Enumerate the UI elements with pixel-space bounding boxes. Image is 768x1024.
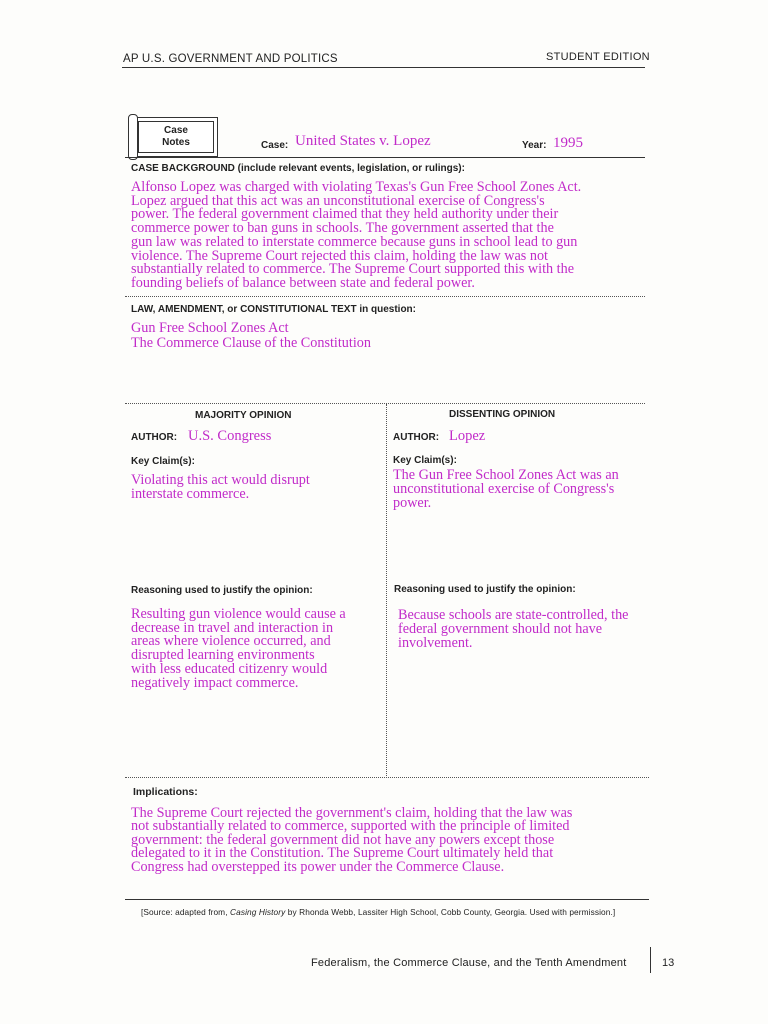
majority-author-label: AUTHOR: (131, 432, 178, 443)
case-notes-tab (130, 117, 218, 157)
background-divider (125, 296, 645, 297)
case-label: Case: (261, 140, 289, 151)
majority-title: MAJORITY OPINION (195, 410, 292, 421)
case-year: 1995 (553, 135, 583, 151)
dissenting-author-label: AUTHOR: (393, 432, 440, 443)
law-line: The Commerce Clause of the Constitution (131, 335, 371, 351)
page-number: 13 (662, 957, 675, 969)
majority-reasoning-line: Resulting gun violence would cause a (131, 606, 346, 622)
source-note-suffix: by Rhonda Webb, Lassiter High School, Cobb County, Georgia. Used with permission.] (285, 907, 616, 917)
majority-author: U.S. Congress (188, 428, 272, 444)
background-line: gun law was related to interstate commerce because guns in school lead to gun (131, 233, 578, 250)
header-edition: STUDENT EDITION (546, 51, 650, 63)
dissenting-title: DISSENTING OPINION (449, 409, 556, 420)
dissenting-reasoning-line: Because schools are state-controlled, the (398, 607, 629, 623)
background-line: founding beliefs of balance between state and federal power. (131, 274, 475, 291)
majority-claims-line: interstate commerce. (131, 485, 250, 502)
majority-claims (131, 474, 371, 501)
tab-pin-decoration (128, 114, 138, 160)
majority-claims-line: Violating this act would disrupt (131, 472, 310, 488)
dissenting-claims-label: Key Claim(s): (393, 455, 457, 466)
case-notes-tab-line-1: Case (164, 125, 188, 136)
dissenting-claims-line: unconstitutional exercise of Congress's (393, 480, 615, 497)
majority-reasoning (131, 608, 381, 690)
opinion-column-divider (386, 404, 387, 776)
background-heading: CASE BACKGROUND (include relevant events, legislation, or rulings): (131, 163, 465, 174)
law-text (131, 321, 371, 351)
source-note-title: Casing History (230, 907, 286, 917)
majority-reasoning-line: decrease in travel and interaction in (131, 619, 334, 636)
majority-reasoning-line: areas where violence occurred, and (131, 633, 331, 650)
majority-claims-label: Key Claim(s): (131, 456, 195, 467)
background-line: Lopez argued that this act was an unconstitutional exercise of Congress's (131, 192, 545, 209)
implications-heading: Implications: (133, 786, 198, 798)
footer-chapter-title: Federalism, the Commerce Clause, and the Tenth Amendment (311, 957, 627, 969)
law-heading: LAW, AMENDMENT, or CONSTITUTIONAL TEXT in question: (131, 304, 416, 315)
majority-reasoning-line: disrupted learning environments (131, 647, 315, 664)
majority-reasoning-line: with less educated citizenry would (131, 660, 328, 677)
background-line: commerce power to ban guns in schools. The government asserted that the (131, 220, 554, 237)
dissenting-reasoning (398, 609, 668, 650)
opinions-divider (125, 777, 649, 778)
header-rule (122, 67, 645, 68)
implications-text (131, 807, 641, 874)
case-rule (125, 157, 645, 158)
background-line: substantially related to commerce. The Supreme Court supported this with the (131, 261, 574, 278)
source-note (141, 907, 615, 917)
dissenting-claims-line: power. (393, 494, 432, 511)
implications-line: government: the federal government did not have any powers except those (131, 831, 555, 848)
law-divider (125, 403, 645, 404)
implications-line: Congress had overstepped its power under the Commerce Clause. (131, 858, 505, 875)
dissenting-claims (393, 469, 655, 510)
footer-separator (650, 947, 651, 973)
background-line: Alfonso Lopez was charged with violating Texas's Gun Free School Zones Act. (131, 179, 582, 195)
majority-reasoning-line: negatively impact commerce. (131, 674, 299, 691)
case-name: United States v. Lopez (295, 133, 431, 149)
dissenting-reasoning-line: federal government should not have (398, 620, 603, 637)
dissenting-reasoning-label: Reasoning used to justify the opinion: (394, 584, 576, 595)
header-title: AP U.S. GOVERNMENT AND POLITICS (123, 53, 338, 65)
dissenting-reasoning-line: involvement. (398, 634, 473, 651)
majority-reasoning-label: Reasoning used to justify the opinion: (131, 585, 313, 596)
source-note-prefix: [Source: adapted from, (141, 907, 231, 917)
implications-line: not substantially related to commerce, supported with the principle of limited (131, 818, 570, 835)
year-label: Year: (522, 140, 547, 151)
implications-line: delegated to it in the Constitution. The Supreme Court ultimately held that (131, 845, 554, 862)
case-notes-tab-line-2: Notes (162, 137, 190, 148)
dissenting-claims-line: The Gun Free School Zones Act was an (393, 467, 619, 483)
law-line: Gun Free School Zones Act (131, 320, 289, 336)
background-line: violence. The Supreme Court rejected this claim, holding the law was not (131, 247, 548, 264)
background-text (131, 181, 651, 291)
background-line: power. The federal government claimed that they held authority under their (131, 206, 559, 223)
implications-rule (125, 899, 649, 900)
implications-line: The Supreme Court rejected the government's claim, holding that the law was (131, 805, 573, 821)
dissenting-author: Lopez (449, 428, 486, 444)
